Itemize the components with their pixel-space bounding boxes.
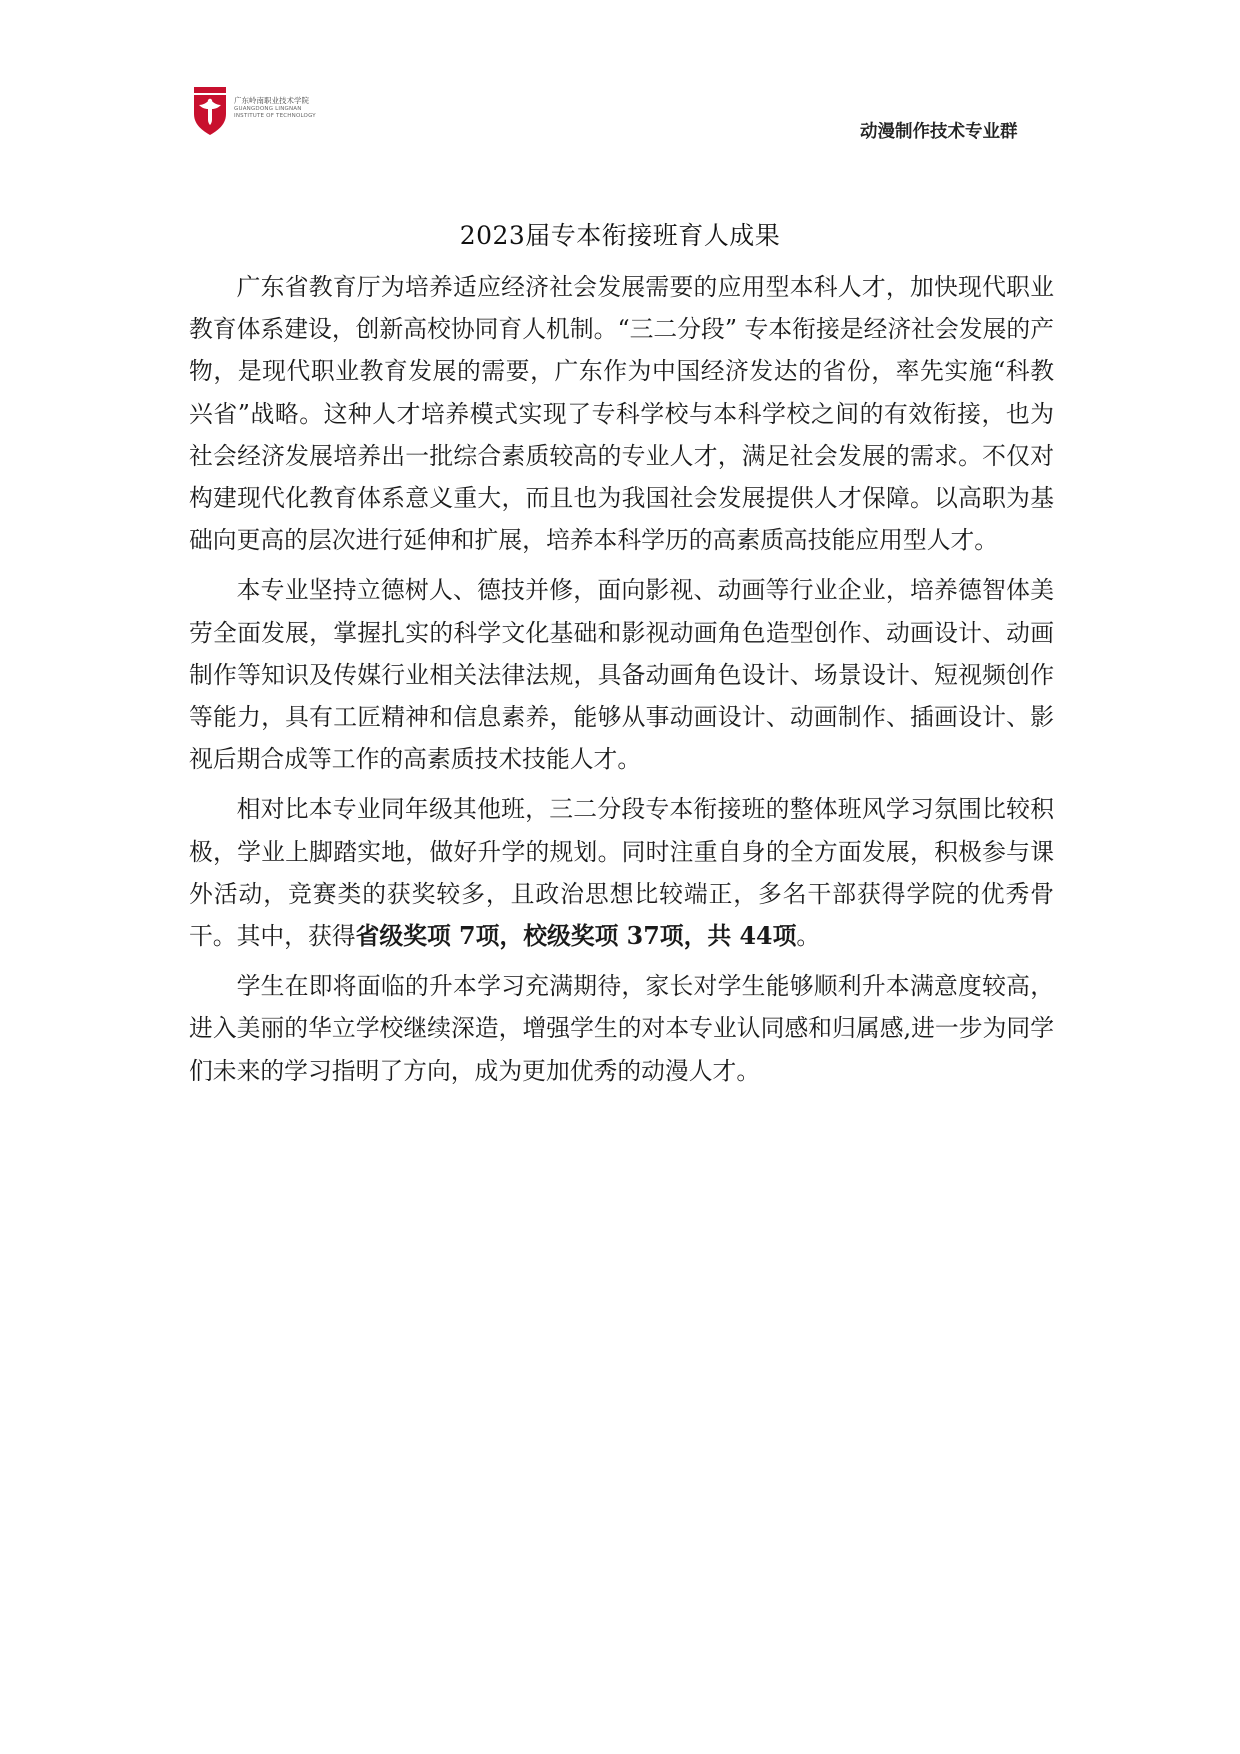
shield-emblem-icon: [190, 86, 230, 136]
logo-name-en-line2: INSTITUTE OF TECHNOLOGY: [234, 113, 316, 119]
logo-name-en-line1: GUANGDONG LINGNAN: [234, 106, 302, 112]
paragraph-4-text: 学生在即将面临的升本学习充满期待，家长对学生能够顺利升本满意度较高，进入美丽的华立学校继续深造，增强学生的对本专业认同感和归属感,进一步为同学们未来的学习指明了方向，成为更加优秀的动漫人才。: [189, 972, 1054, 1085]
header-group-name: 动漫制作技术专业群: [860, 122, 1018, 142]
paragraph-3: [189, 788, 1054, 957]
institution-logo: [190, 84, 330, 140]
logo-name-cn: 广东岭南职业技术学院: [234, 96, 309, 105]
document-body: [189, 266, 1054, 1100]
document-title: 2023届专本衔接班育人成果: [459, 221, 781, 250]
paragraph-4: [189, 965, 1054, 1092]
paragraph-1: [189, 266, 1054, 561]
paragraph-3-tail: 。: [796, 922, 821, 951]
logo-wordmark: [234, 96, 334, 120]
paragraph-2-text: 本专业坚持立德树人、德技并修，面向影视、动画等行业企业，培养德智体美劳全面发展，掌握扎实的科学文化基础和影视动画角色造型创作、动画设计、动画制作等知识及传媒行业相关法律法规，具备动画角色设计、场景设计、短视频创作等能力，具有工匠精神和信息素养，能够从事动画设计、动画制作、插画设计、影视后期合成等工作的高素质技术技能人才。: [189, 576, 1054, 774]
paragraph-3-text: 相对比本专业同年级其他班，三二分段专本衔接班的整体班风学习氛围比较积极，学业上脚踏实地，做好升学的规划。同时注重自身的全方面发展，积极参与课外活动，竞赛类的获奖较多，且政治思想比较端正，多名干部获得学院的优秀骨干。其中，获得: [189, 795, 1054, 951]
award-summary: 省级奖项 7项，校级奖项 37项，共 44项: [355, 922, 797, 951]
paragraph-2: [189, 569, 1054, 780]
paragraph-1-text: 广东省教育厅为培养适应经济社会发展需要的应用型本科人才，加快现代职业教育体系建设，创新高校协同育人机制。“三二分段” 专本衔接是经济社会发展的产物，是现代职业教育发展的需要，广东作为中国经济发达的省份，率先实施“科教兴省”战略。这种人才培养模式实现了专科学校与本科学校之间的有效衔接，也为社会经济发展培养出一批综合素质较高的专业人才，满足社会发展的需求。不仅对构建现代化教育体系意义重大，而且也为我国社会发展提供人才保障。以高职为基础向更高的层次进行延伸和扩展，培养本科学历的高素质高技能应用型人才。: [189, 273, 1054, 555]
